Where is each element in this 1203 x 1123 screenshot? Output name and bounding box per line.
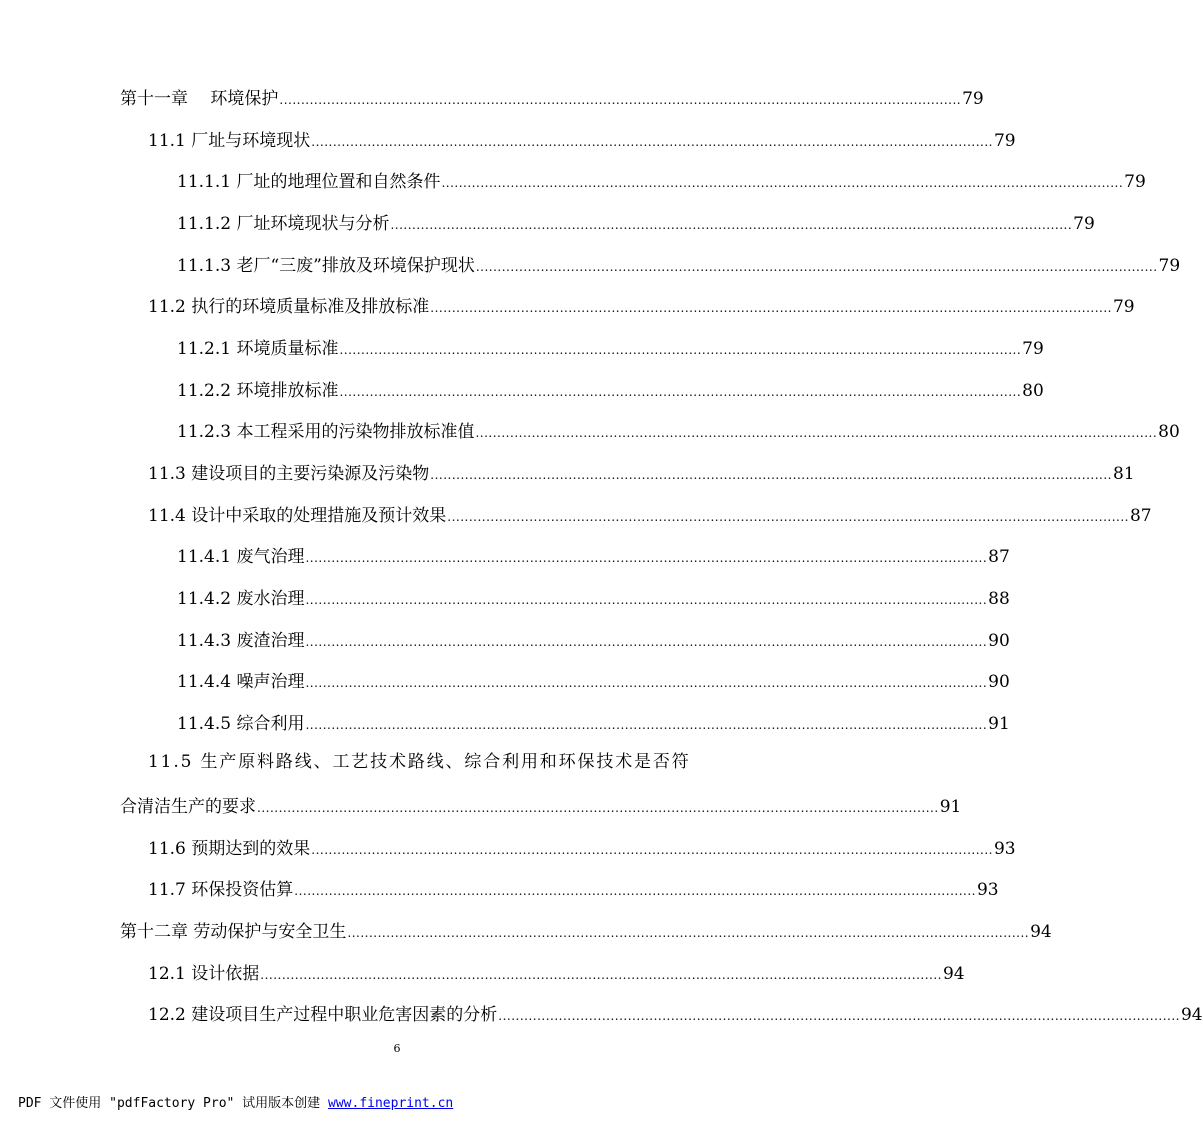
toc-entry[interactable]	[177, 211, 1095, 235]
toc-leader-dots: ..............................................................................................................................................................	[475, 426, 1158, 440]
toc-entry-page: 87	[1129, 506, 1152, 526]
toc-entry[interactable]	[120, 919, 1052, 943]
toc-entry-page: 90	[988, 631, 1010, 651]
toc-entry-page: 94	[942, 964, 965, 984]
toc-leader-dots: ..............................................................................................................................................................	[339, 385, 1022, 399]
toc-leader-dots: ..............................................................................................................................................................	[305, 551, 988, 565]
toc-entry-title: 11.4.3 废渣治理	[177, 631, 305, 651]
toc-leader-dots: ..............................................................................................................................................................	[294, 884, 976, 898]
toc-entry[interactable]	[177, 378, 1044, 402]
toc-entry-page: 94	[1180, 1005, 1203, 1025]
toc-leader-dots: ..............................................................................................................................................................	[311, 135, 993, 149]
toc-entry-title: 11.2.1 环境质量标准	[177, 339, 339, 359]
toc-entry[interactable]	[177, 169, 1146, 193]
toc-entry[interactable]	[177, 544, 1010, 568]
toc-entry-title: 12.2 建设项目生产过程中职业危害因素的分析	[148, 1005, 498, 1025]
toc-entry-title: 11.2.3 本工程采用的污染物排放标准值	[177, 422, 475, 442]
toc-entry-page: 94	[1030, 922, 1052, 942]
toc-entry[interactable]	[177, 253, 1181, 277]
toc-leader-dots: ..............................................................................................................................................................	[305, 676, 988, 690]
toc-entry-page: 79	[1073, 214, 1095, 234]
toc-entry[interactable]	[177, 586, 1010, 610]
toc-leader-dots: ..............................................................................................................................................................	[430, 301, 1112, 315]
toc-leader-dots: ..............................................................................................................................................................	[305, 593, 988, 607]
toc-leader-dots: ..............................................................................................................................................................	[475, 260, 1158, 274]
toc-entry-title: 11.5 生产原料路线、工艺技术路线、综合利用和环保技术是否符	[148, 752, 691, 772]
toc-entry[interactable]	[177, 711, 1010, 735]
toc-entry-title: 11.2 执行的环境质量标准及排放标准	[148, 297, 430, 317]
toc-leader-dots: ..............................................................................................................................................................	[305, 718, 988, 732]
toc-entry-title: 11.1.3 老厂“三废”排放及环境保护现状	[177, 256, 475, 276]
toc-entry[interactable]	[148, 1002, 1203, 1026]
toc-entry[interactable]	[148, 877, 999, 901]
toc-leader-dots: ..............................................................................................................................................................	[257, 801, 939, 815]
toc-leader-dots: ..............................................................................................................................................................	[305, 635, 988, 649]
toc-entry-title: 11.3 建设项目的主要污染源及污染物	[148, 464, 430, 484]
toc-entry-page: 79	[962, 89, 984, 109]
toc-entry-title: 合清洁生产的要求	[120, 797, 256, 817]
toc-entry-page: 80	[1022, 381, 1044, 401]
toc-entry[interactable]	[177, 628, 1010, 652]
toc-entry-page: 88	[988, 589, 1010, 609]
toc-entry-title: 11.7 环保投资估算	[148, 880, 294, 900]
toc-entry-title: 第十一章 环境保护	[120, 89, 279, 109]
toc-entry-page: 90	[988, 672, 1010, 692]
toc-entry[interactable]	[177, 669, 1010, 693]
toc-entry[interactable]	[177, 336, 1044, 360]
toc-entry-title: 11.4.1 废气治理	[177, 547, 305, 567]
toc-entry-title: 11.4.5 综合利用	[177, 714, 305, 734]
toc-entry[interactable]	[148, 961, 965, 985]
toc-entry-title: 11.4.2 废水治理	[177, 589, 305, 609]
toc-entry-page: 79	[1124, 172, 1146, 192]
toc-entry-page: 91	[988, 714, 1010, 734]
toc-entry-page: 79	[1112, 297, 1135, 317]
toc-leader-dots: ..............................................................................................................................................................	[260, 968, 942, 982]
toc-entry-page: 87	[988, 547, 1010, 567]
toc-leader-dots: ..............................................................................................................................................................	[447, 510, 1129, 524]
toc-leader-dots: ..............................................................................................................................................................	[390, 218, 1073, 232]
toc-entry-title: 11.4.4 噪声治理	[177, 672, 305, 692]
pdf-footer	[18, 1092, 453, 1111]
toc-leader-dots: ..............................................................................................................................................................	[339, 343, 1022, 357]
toc-entry-title: 第十二章 劳动保护与安全卫生	[120, 922, 347, 942]
toc-entry[interactable]	[148, 503, 1152, 527]
toc-entry-page: 79	[993, 131, 1016, 151]
toc-leader-dots: ..............................................................................................................................................................	[311, 843, 993, 857]
toc-entry[interactable]	[177, 419, 1180, 443]
toc-entry[interactable]	[148, 836, 1016, 860]
footer-link[interactable]: www.fineprint.cn	[328, 1096, 454, 1111]
toc-entry-page: 91	[939, 797, 962, 817]
toc-entry-page: 81	[1112, 464, 1135, 484]
toc-entry-page: 79	[1022, 339, 1044, 359]
toc-entry-title: 11.4 设计中采取的处理措施及预计效果	[148, 506, 447, 526]
toc-entry[interactable]	[148, 461, 1135, 485]
toc-leader-dots: ..............................................................................................................................................................	[430, 468, 1112, 482]
toc-leader-dots: ..............................................................................................................................................................	[441, 176, 1124, 190]
toc-entry-page: 79	[1158, 256, 1181, 276]
toc-entry-page: 80	[1158, 422, 1180, 442]
footer-text: PDF 文件使用 "pdfFactory Pro" 试用版本创建	[18, 1096, 329, 1111]
toc-leader-dots: ..............................................................................................................................................................	[498, 1009, 1180, 1023]
toc-entry-title: 12.1 设计依据	[148, 964, 260, 984]
page-number: 6	[393, 1042, 401, 1055]
toc-entry[interactable]	[120, 86, 984, 110]
toc-entry-wrapped-line[interactable]	[148, 751, 691, 773]
toc-entry-title: 11.6 预期达到的效果	[148, 839, 311, 859]
toc-entry-title: 11.1.2 厂址环境现状与分析	[177, 214, 390, 234]
toc-entry[interactable]	[148, 128, 1016, 152]
toc-entry[interactable]	[148, 294, 1135, 318]
toc-entry-title: 11.1.1 厂址的地理位置和自然条件	[177, 172, 441, 192]
toc-leader-dots: ..............................................................................................................................................................	[279, 93, 962, 107]
toc-entry-page: 93	[976, 880, 999, 900]
toc-entry-page: 93	[993, 839, 1016, 859]
toc-entry-title: 11.2.2 环境排放标准	[177, 381, 339, 401]
toc-leader-dots: ..............................................................................................................................................................	[347, 926, 1030, 940]
toc-entry-title: 11.1 厂址与环境现状	[148, 131, 311, 151]
toc-entry[interactable]	[120, 794, 962, 818]
